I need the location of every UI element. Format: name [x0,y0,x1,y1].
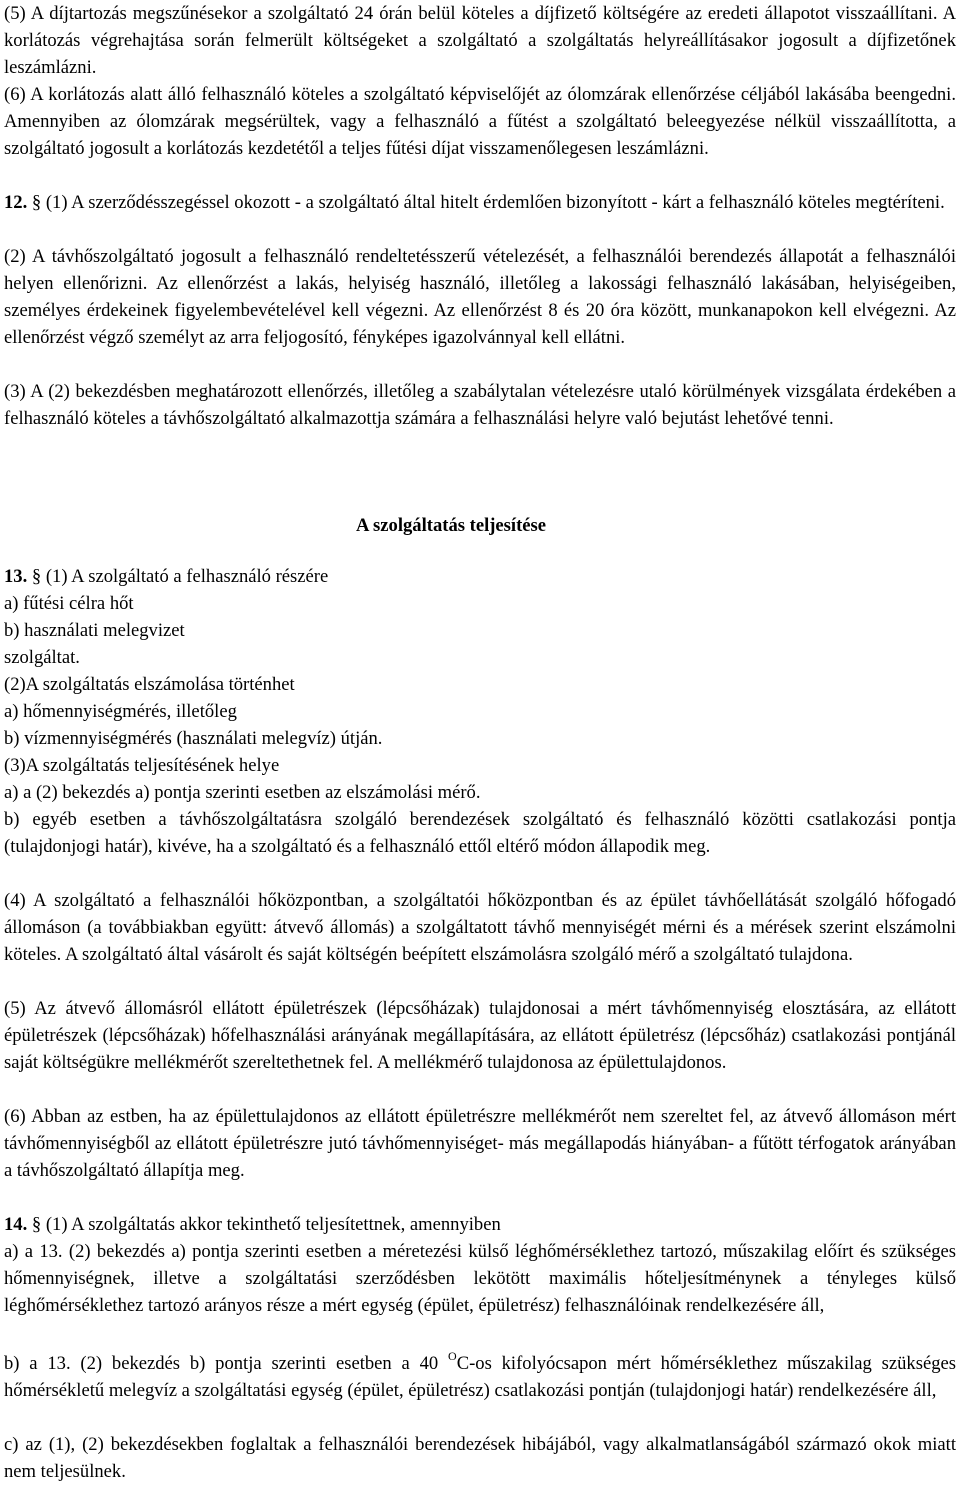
section-13-line-6: a) hőmennyiségmérés, illetőleg [4,701,237,722]
section-13-text-1: (1) A szolgáltató a felhasználó részére [41,566,329,587]
section-12-paragraph-1 [4,189,956,216]
section-mark-icon: § [31,1214,42,1235]
section-13-paragraph-4: (4) A szolgáltató a felhasználói hőközpontban, a szolgáltatói hőközpontban és az épület távhőellátását szolgáló hőfogadó állomáson (a továbbiakban együtt: átvevő állomás) a szolgáltatott távhő mennyiségét mérni és a mérések szerint elszámolni köteles. A szolgáltató által vásárolt és saját költségén beépített elszámolásra szolgáló mérő a szolgáltató tulajdona. [4,890,956,965]
section-13-line-3: b) használati melegvizet [4,620,185,641]
section-13-number: 13. [4,566,28,587]
section-13-line-5: (2)A szolgáltatás elszámolása történhet [4,674,295,695]
section-14-b-end: C-os kifolyócsapon mért hőmérséklethez műszakilag szükséges hőmérsékletű melegvíz a szolgáltatási egység (épület, épületrész) csatlakozási pontján (tulajdonjogi határ) rendelkezésére áll, [4,1353,956,1401]
section-12-paragraph-2: (2) A távhőszolgáltató jogosult a felhasználó rendeltetésszerű vételezését, a felhasználói berendezés állapotát a felhasználói helyen ellenőrizni. Az ellenőrzést a lakás, helyiség használó, illetőleg a lakossági felhasználó lakásában, helyiségeiben, személyes érdekeinek figyelembevételével kell végezni. Az ellenőrzést 8 és 20 óra között, munkanapokon kell elvégezni. Az ellenőrzést végző személyt az arra feljogosító, fényképes igazolvánnyal kell ellátni. [4,246,956,348]
section-14-paragraph-b [4,1350,956,1404]
section-14-b-start: b) a 13. (2) bekezdés b) pontja szerinti esetben a 40 [4,1353,449,1374]
section-14-line-1 [4,1211,501,1238]
degree-superscript: O [448,1348,457,1363]
section-14-text-1: (1) A szolgáltatás akkor tekinthető teljesítettnek, amennyiben [41,1214,501,1235]
section-12-paragraph-3: (3) A (2) bekezdésben meghatározott ellenőrzés, illetőleg a szabálytalan vételezésre utaló körülmények vizsgálata érdekében a felhasználó köteles a távhőszolgáltató alkalmazottja számára a felhasználási helyre való bejutást lehetővé tenni. [4,381,956,429]
section-12-text-1: (1) A szerződésszegéssel okozott - a szolgáltató által hitelt érdemlően bizonyított - kárt a felhasználó köteles megtéríteni. [41,192,945,213]
section-14-paragraph-a: a) a 13. (2) bekezdés a) pontja szerinti esetben a méretezési külső léghőmérséklethez tartozó, műszakilag előírt és szükséges hőmennyiségnek, illetve a szolgáltatási szerződésben lekötött maximális hőteljesítménynek a tényleges külső léghőmérséklethez tartozó arányos része a mért egység (épület, épületrész) felhasználóinak rendelkezésére áll, [4,1241,956,1316]
section-13-line-2: a) fűtési célra hőt [4,593,134,614]
section-13-line-1 [4,563,328,590]
section-mark-icon: § [31,566,42,587]
paragraph-6: (6) A korlátozás alatt álló felhasználó köteles a szolgáltató képviselőjét az ólomzárak ellenőrzése céljából lakásába beengedni. Amennyiben az ólomzárak megsérültek, vagy a felhasználó a fűtést a szolgáltató beleegyezése nélkül visszaállította, a szolgáltató jogosult a korlátozás kezdetétől a teljes fűtési díjat visszamenőlegesen leszámlázni. [4,84,956,159]
section-heading: A szolgáltatás teljesítése [356,515,547,536]
section-14-number: 14. [4,1214,28,1235]
section-13-line-7: b) vízmennyiségmérés (használati melegvíz) útján. [4,728,383,749]
section-13-line-8: (3)A szolgáltatás teljesítésének helye [4,755,280,776]
section-13-line-9: a) a (2) bekezdés a) pontja szerinti esetben az elszámolási mérő. [4,782,481,803]
paragraph-5: (5) A díjtartozás megszűnésekor a szolgáltató 24 órán belül köteles a díjfizető költségére az eredeti állapotot visszaállítani. A korlátozás végrehajtása során felmerült költségeket a szolgáltató a szolgáltatás helyreállításakor jogosult a díjfizetőnek leszámlázni. [4,3,956,78]
section-13-paragraph-3b: b) egyéb esetben a távhőszolgáltatásra szolgáló berendezések szolgáltató és felhasználó közötti csatlakozási pontja (tulajdonjogi határ), kivéve, ha a szolgáltató és a felhasználó ettől eltérő módon állapodik meg. [4,809,956,857]
section-14-paragraph-c: c) az (1), (2) bekezdésekben foglaltak a felhasználói berendezések hibájából, vagy alkalmatlanságából származó okok miatt nem teljesülnek. [4,1434,956,1482]
section-12-number: 12. [4,192,28,213]
section-13-paragraph-6: (6) Abban az estben, ha az épülettulajdonos az ellátott épületrészre mellékmérőt nem szereltet fel, az átvevő állomáson mért távhőmennyiségből az ellátott épületrészre jutó távhőmennyiséget- más megállapodás hiányában- a fűtött térfogatok arányában a távhőszolgáltató állapítja meg. [4,1106,956,1181]
section-mark-icon: § [31,192,42,213]
section-13-paragraph-5: (5) Az átvevő állomásról ellátott épületrészek (lépcsőházak) tulajdonosai a mért távhőmennyiség elosztására, az ellátott épületrészek (lépcsőházak) hőfelhasználási arányának megállapítására, az ellátott épületrész (lépcsőház) csatlakozási pontjánál saját költségükre mellékmérőt szereltethetnek fel. A mellékmérő tulajdonosa az épülettulajdonos. [4,998,956,1073]
section-13-line-4: szolgáltat. [4,647,80,668]
